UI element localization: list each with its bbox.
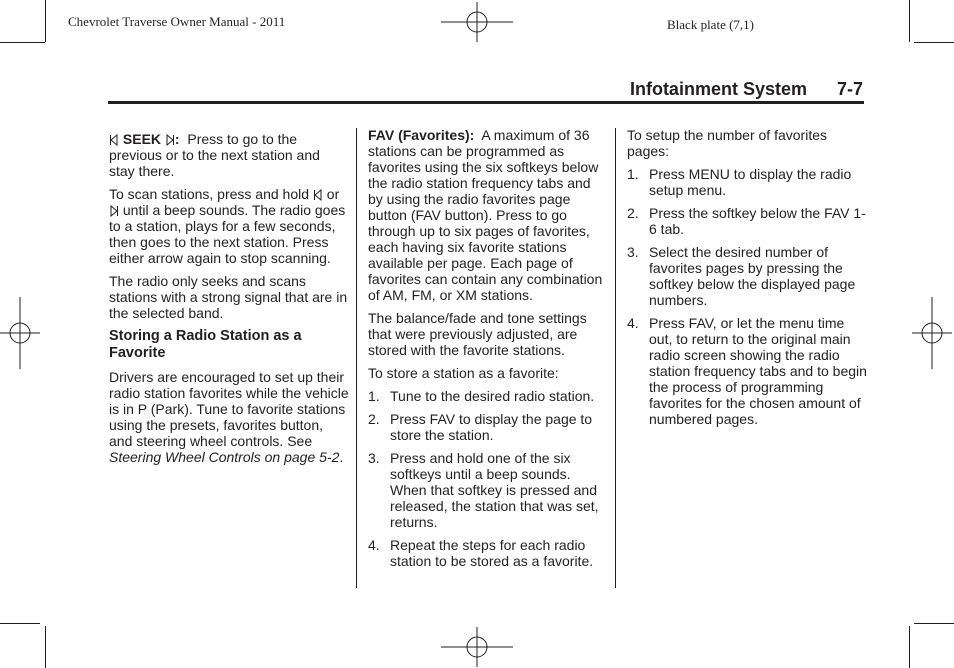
list-item <box>368 450 608 530</box>
step-text: Press and hold one of the six softkeys until a beep sounds. When that softkey is pressed and released, the station that was set, returns. <box>390 450 599 530</box>
step-number: 4. <box>368 537 380 553</box>
plate-label: Black plate (7,1) <box>667 17 754 32</box>
step-text: Press the softkey below the FAV 1-6 tab. <box>649 205 866 237</box>
crop-mark <box>914 623 954 624</box>
list-item <box>627 166 867 198</box>
crop-mark <box>909 626 910 668</box>
crop-mark <box>0 42 45 43</box>
step-text: Press FAV to display the page to store the station. <box>390 411 593 443</box>
fav-label: FAV (Favorites): <box>368 127 475 143</box>
crop-mark <box>914 42 954 43</box>
step-number: 3. <box>627 244 639 260</box>
registration-mark-icon <box>912 297 952 369</box>
list-item <box>627 244 867 308</box>
step-number: 3. <box>368 450 380 466</box>
page-number: 7-7 <box>836 79 863 99</box>
column-3 <box>627 127 867 434</box>
setup-steps-list <box>627 166 867 427</box>
scan-text-or: or <box>326 186 340 202</box>
scan-text-pre: To scan stations, press and hold <box>109 186 310 202</box>
setup-intro: To setup the number of favorites pages: <box>627 127 827 159</box>
step-text: Repeat the steps for each radio station to be stored as a favorite. <box>390 537 594 569</box>
crop-mark <box>45 626 46 668</box>
seek-back-icon <box>313 189 323 201</box>
crop-mark <box>909 0 910 42</box>
drivers-paragraph <box>109 369 349 465</box>
registration-mark-icon <box>441 627 513 667</box>
step-number: 1. <box>627 166 639 182</box>
seek-label: SEEK <box>122 131 162 147</box>
step-text: Tune to the desired radio station. <box>390 388 595 404</box>
column-1 <box>109 131 349 472</box>
fav-paragraph <box>368 127 608 303</box>
seek-forward-icon <box>109 205 119 217</box>
fav-text: A maximum of 36 stations can be programmed as favorites using the six softkeys below the radio station frequency tabs and by using the radio favorites page button (FAV button). Press to go through up to six pages of favorites, each having six favorite stations available per page. Each page of favorites can contain any combination of AM, FM, or XM stations. <box>368 127 603 303</box>
registration-mark-icon <box>0 297 40 369</box>
list-item <box>368 388 608 404</box>
seek-forward-icon <box>165 134 175 146</box>
step-number: 2. <box>627 205 639 221</box>
column-divider <box>356 128 357 588</box>
list-item <box>627 315 867 427</box>
crop-mark <box>0 623 40 624</box>
steering-wheel-controls-link[interactable]: Steering Wheel Controls on page 5-2 <box>109 449 340 465</box>
step-number: 2. <box>368 411 380 427</box>
section-title: Infotainment System <box>629 79 807 99</box>
crop-mark <box>45 0 46 42</box>
storing-heading: Storing a Radio Station as a Favorite <box>109 328 302 361</box>
list-item <box>627 205 867 237</box>
seek-text: Press to go to the previous or to the next station and stay there. <box>109 131 320 179</box>
drivers-end: . <box>339 449 344 465</box>
header-rule <box>108 101 864 104</box>
step-text: Select the desired number of favorites pages by pressing the softkey below the displayed page numbers. <box>649 244 856 308</box>
seek-colon: : <box>174 131 180 147</box>
column-2 <box>368 127 608 576</box>
step-text: Press MENU to display the radio setup menu. <box>649 166 852 198</box>
store-intro: To store a station as a favorite: <box>368 365 559 381</box>
manual-title: Chevrolet Traverse Owner Manual - 2011 <box>68 14 286 29</box>
scan-paragraph <box>109 186 349 266</box>
seek-signal-paragraph: The radio only seeks and scans stations with a strong signal that are in the selected band. <box>109 273 348 321</box>
seek-paragraph <box>109 131 349 179</box>
list-item <box>368 537 608 569</box>
drivers-text: Drivers are encouraged to set up their radio station favorites while the vehicle is in P (Park). Tune to favorite stations using the presets, favorites button, and steering wheel controls. See <box>109 369 349 449</box>
list-item <box>368 411 608 443</box>
registration-mark-icon <box>441 2 513 42</box>
column-divider <box>615 128 616 588</box>
seek-back-icon <box>109 134 119 146</box>
step-text: Press FAV, or let the menu time out, to return to the original main radio screen showing the radio station frequency tabs and to begin the process of programming favorites for the chosen amount of numbered pages. <box>649 315 867 427</box>
step-number: 4. <box>627 315 639 331</box>
step-number: 1. <box>368 388 380 404</box>
section-header <box>600 79 863 100</box>
scan-text-post: until a beep sounds. The radio goes to a station, plays for a few seconds, then goes to the next station. Press either arrow again to stop scanning. <box>109 202 346 266</box>
store-steps-list <box>368 388 608 569</box>
balance-paragraph: The balance/fade and tone settings that were previously adjusted, are stored with the favorite stations. <box>368 310 587 358</box>
